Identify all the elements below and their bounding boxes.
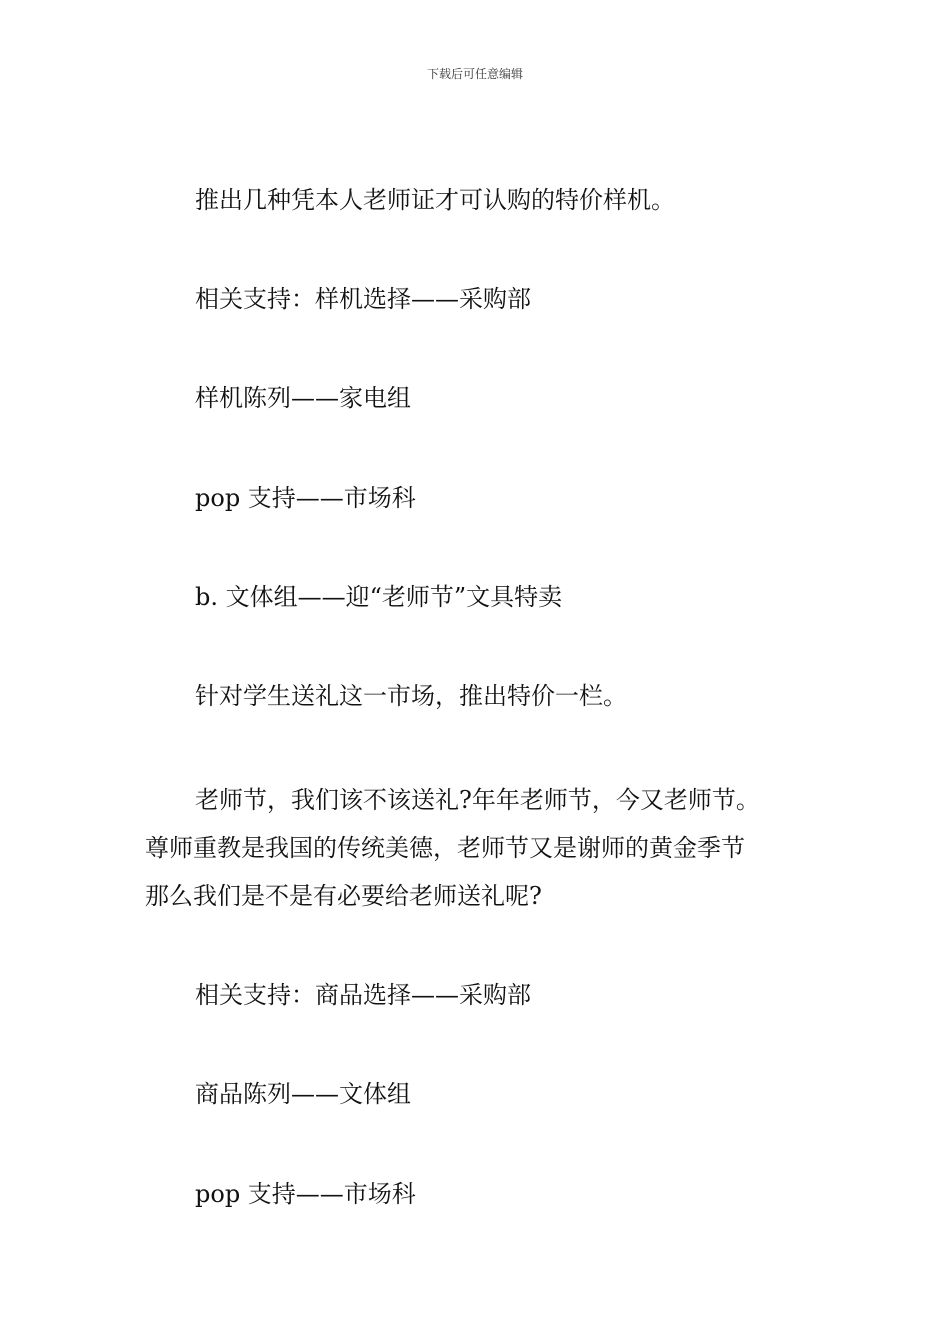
- paragraph-pop-support-2: pop 支持——市场科: [195, 1180, 416, 1208]
- paragraph-line: 尊师重教是我国的传统美德，老师节又是谢师的黄金季节: [145, 834, 745, 862]
- paragraph-line: 那么我们是不是有必要给老师送礼呢?: [145, 882, 542, 910]
- paragraph-stationery-group: b. 文体组——迎“老师节”文具特卖: [195, 583, 563, 611]
- paragraph-line: 老师节，我们该不该送礼?年年老师节，今又老师节。: [195, 786, 760, 814]
- paragraph-sample-display: 样机陈列——家电组: [195, 384, 411, 412]
- paragraph-support-sample-selection: 相关支持：样机选择——采购部: [195, 285, 531, 313]
- paragraph-pop-support: pop 支持——市场科: [195, 484, 416, 512]
- paragraph-support-goods-selection: 相关支持：商品选择——采购部: [195, 981, 531, 1009]
- paragraph-goods-display: 商品陈列——文体组: [195, 1080, 411, 1108]
- paragraph-teachers-day-gifts: [145, 776, 815, 920]
- page-header-note: 下载后可任意编辑: [426, 67, 523, 81]
- paragraph-student-gifts: 针对学生送礼这一市场，推出特价一栏。: [195, 682, 627, 710]
- paragraph-sample-offer: 推出几种凭本人老师证才可认购的特价样机。: [195, 186, 675, 214]
